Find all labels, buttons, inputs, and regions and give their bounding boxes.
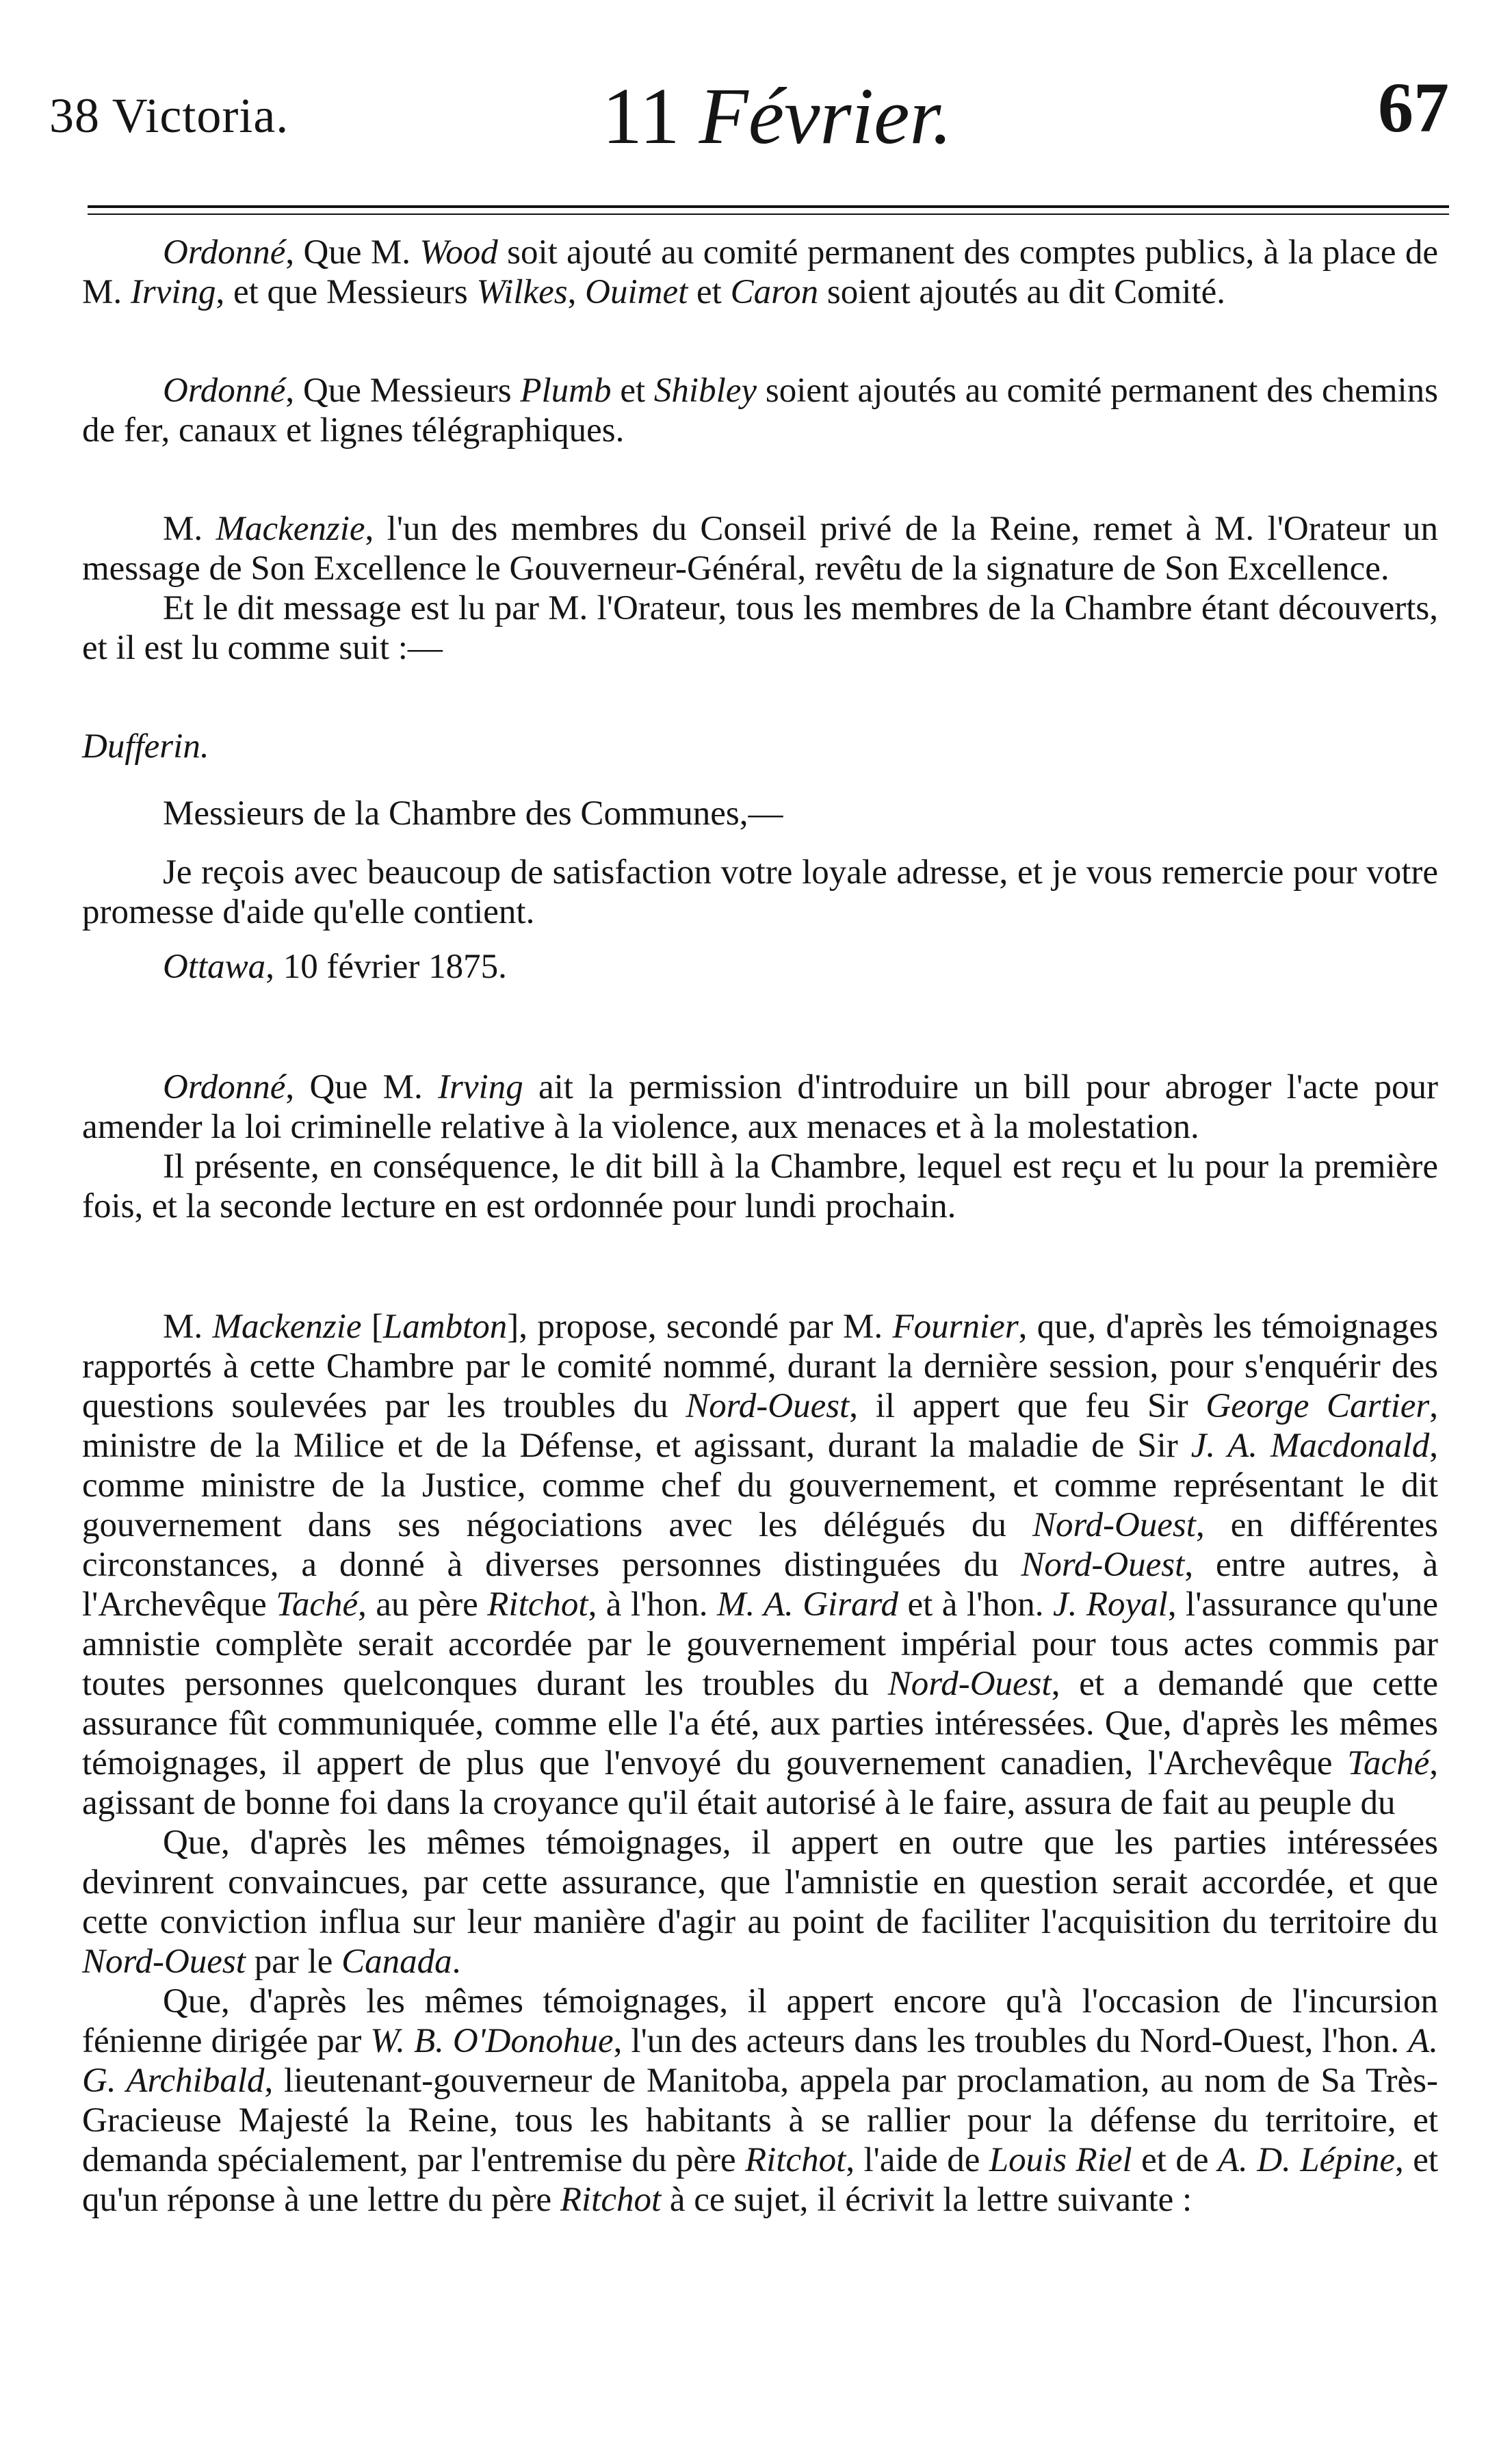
paragraph-bill-presented: Il présente, en conséquence, le dit bill à la Chambre, lequel est reçu et lu pour la première fois, et la seconde lecture en est ordonnée pour lundi prochain. [82,1147,1438,1225]
header-date [602,70,952,163]
page-number: 67 [1378,68,1449,147]
signature-dufferin: Dufferin. [82,727,209,766]
paragraph-motion-mackenzie: M. Mackenzie [Lambton], propose, secondé par M. Fournier, que, d'après les témoignages rapportés à cette Chambre par le comité nommé, durant la dernière session, pour s'enquérir des questions soulevées par les troubles du Nord-Ouest, il appert que feu Sir George Cartier, ministre de la Milice et de la Défense, et agissant, durant la maladie de Sir J. A. Macdonald, comme ministre de la Justice, comme chef du gouvernement, et comme représentant le dit gouvernement dans ses négociations avec les délégués du Nord-Ouest, en différentes circonstances, a donné à diverses personnes distinguées du Nord-Ouest, entre autres, à l'Archevêque Taché, au père Ritchot, à l'hon. M. A. Girard et à l'hon. J. Royal, l'assurance qu'une amnistie complète serait accordée par le gouvernement impérial pour tous actes commis par toutes personnes quelconques durant les troubles du Nord-Ouest, et a demandé que cette assurance fût communiquée, comme elle l'a été, aux parties intéressées. Que, d'après les mêmes témoignages, il appert de plus que l'envoyé du gouvernement canadien, l'Archevêque Taché, agissant de bonne foi dans la croyance qu'il était autorisé à le faire, assura de fait au peuple du [82,1308,1438,1822]
paragraph-letter: Je reçois avec beaucoup de satisfaction votre loyale adresse, et je vous remercie pour votre promesse d'aide qu'elle contient. [82,853,1438,931]
salutation: Messieurs de la Chambre des Communes,— [163,794,783,833]
page-body [82,233,1438,2220]
header-month: Février. [699,71,952,161]
paragraph-order-irving: Ordonné, Que M. Irving ait la permission d'introduire un bill pour abroger l'acte pour amender la loi criminelle relative à la violence, aux menaces et à la molestation. [82,1068,1438,1146]
dateline: Ottawa, 10 février 1875. [163,948,507,986]
paragraph-message-read: Et le dit message est lu par M. l'Orateur, tous les membres de la Chambre étant découverts, et il est lu comme suit :— [82,589,1438,667]
header-rule-thin [88,213,1449,215]
header-rule-thick [88,205,1449,208]
header-day: 11 [602,71,680,161]
paragraph-message: M. Mackenzie, l'un des membres du Conseil privé de la Reine, remet à M. l'Orateur un message de Son Excellence le Gouverneur-Général, revêtu de la signature de Son Excellence. [82,510,1438,588]
header-session: 38 Victoria. [49,88,289,143]
paragraph-fenian-incursion: Que, d'après les mêmes témoignages, il appert encore qu'à l'occasion de l'incursion fénienne dirigée par W. B. O'Donohue, l'un des acteurs dans les troubles du Nord-Ouest, l'hon. A. G. Archibald, lieutenant-gouverneur de Manitoba, appela par proclamation, au nom de Sa Très-Gracieuse Majesté la Reine, tous les habitants à se rallier pour la défense du territoire, et demanda spécialement, par l'entremise du père Ritchot, l'aide de Louis Riel et de A. D. Lépine, et qu'un réponse à une lettre du père Ritchot à ce sujet, il écrivit la lettre suivante : [82,1982,1439,2219]
paragraph-order-wood: Ordonné, Que M. Wood soit ajouté au comité permanent des comptes publics, à la place de M. Irving, et que Messieurs Wilkes, Ouimet et Caron soient ajoutés au dit Comité. [82,233,1438,311]
paragraph-order-plumb: Ordonné, Que Messieurs Plumb et Shibley soient ajoutés au comité permanent des chemins de fer, canaux et lignes télégraphiques. [82,372,1439,450]
paragraph-conviction: Que, d'après les mêmes témoignages, il appert en outre que les parties intéressées devinrent convaincues, par cette assurance, que l'amnistie en question serait accordée, et que cette conviction influa sur leur manière d'agir au point de faciliter l'acquisition du territoire du Nord-Ouest par le Canada. [82,1823,1438,1981]
